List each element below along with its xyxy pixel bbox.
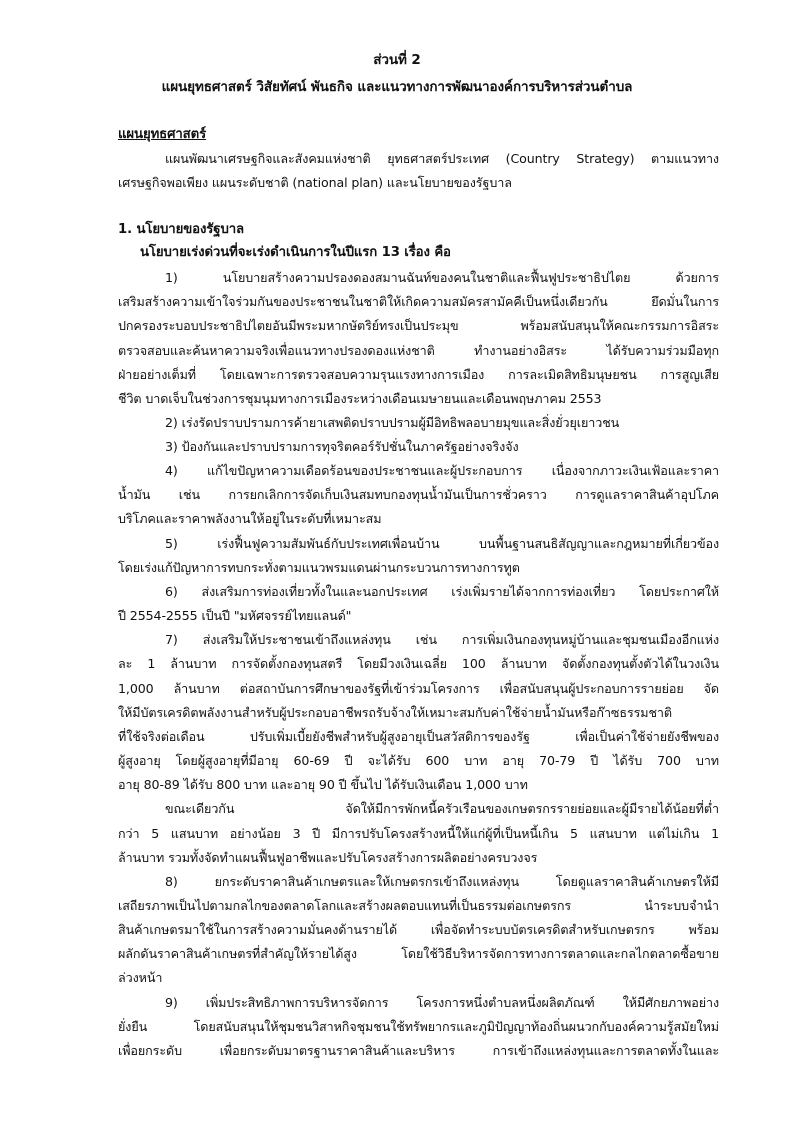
body-line: 5) เร่งฟื้นฟูความสัมพันธ์กับประเทศเพื่อนบ้าน บนพื้นฐานสนธิสัญญาและกฎหมายที่เกี่ยวข้อง	[165, 536, 719, 551]
body-line: 1) นโยบายสร้างความปรองดองสมานฉันท์ของคนในชาติและฟื้นฟูประชาธิปไตย ด้วยการ	[165, 270, 719, 285]
body-line: 4) แก้ไขปัญหาความเดือดร้อนของประชาชนและผู้ประกอบการ เนื่องจากภาวะเงินเฟ้อและราคา	[165, 463, 719, 478]
body-line: ขณะเดียวกัน จัดให้มีการพักหนี้ครัวเรือนของเกษตรกรรายย่อยและผู้มีรายได้น้อยที่ต่ำ	[165, 801, 719, 816]
body-line: ฝ่ายอย่างเต็มที่ โดยเฉพาะการตรวจสอบความรุนแรงทางการเมือง การละเมิดสิทธิมนุษยชน การสูญเสีย	[118, 367, 719, 382]
body-line: เสถียรภาพเป็นไปตามกลไกของตลาดโลกและสร้างผลตอบแทนที่เป็นธรรมต่อเกษตรกร นำระบบจำนำ	[118, 898, 719, 913]
body-line: 3) ป้องกันและปราบปรามการทุจริตคอร์รัปชั่นในภาครัฐอย่างจริงจัง	[165, 439, 519, 454]
body-line: เพื่อยกระดับ เพื่อยกระดับมาตรฐานราคาสินค้าและบริหาร การเข้าถึงแหล่งทุนและการตลาดทั้งในและ	[118, 1043, 719, 1058]
body-line: 1,000 ล้านบาท ต่อสถาบันการศึกษาของรัฐที่เข้าร่วมโครงการ เพื่อสนับสนุนผู้ประกอบการรายย่อย จัด	[118, 681, 719, 696]
body-line: ให้มีบัตรเครดิตพลังงานสำหรับผู้ประกอบอาชีพรถรับจ้างให้เหมาะสมกับค่าใช้จ่ายน้ำมันหรือก๊าซธรรมชาติ	[118, 705, 672, 720]
body-line: ละ 1 ล้านบาท การจัดตั้งกองทุนสตรี โดยมีวงเงินเฉลี่ย 100 ล้านบาท จัดตั้งกองทุนตั้งตัวได้ในวงเงิน	[118, 656, 719, 671]
body-line: 8) ยกระดับราคาสินค้าเกษตรและให้เกษตรกรเข้าถึงแหล่งทุน โดยดูแลราคาสินค้าเกษตรให้มี	[165, 874, 719, 889]
body-line: บริโภคและราคาพลังงานให้อยู่ในระดับที่เหมาะสม	[118, 511, 382, 526]
body-line: สินค้าเกษตรมาใช้ในการสร้างความมั่นคงด้านรายได้ เพื่อจัดทำระบบบัตรเครดิตสำหรับเกษตรกร พร้อม	[118, 922, 719, 937]
body-line: ชีวิต บาดเจ็บในช่วงการชุมนุมทางการเมืองระหว่างเดือนเมษายนและเดือนพฤษภาคม 2553	[118, 391, 602, 406]
body-line: โดยเร่งแก้ปัญหาการทบกระทั่งตามแนวพรมแดนผ่านกระบวนการทางการทูต	[118, 560, 520, 575]
strategy-heading: แผนยุทธศาสตร์	[118, 127, 207, 142]
body-line: 9) เพิ่มประสิทธิภาพการบริหารจัดการ โครงการหนึ่งตำบลหนึ่งผลิตภัณฑ์ ให้มีศักยภาพอย่าง	[165, 995, 719, 1010]
body-line: อายุ 80-89 ได้รับ 800 บาท และอายุ 90 ปี ขึ้นไป ได้รับเงินเดือน 1,000 บาท	[118, 777, 528, 792]
body-line: ผลักดันราคาสินค้าเกษตรที่สำคัญให้รายได้สูง โดยใช้วิธีบริหารจัดการทางการตลาดและกลไกตลาดซื้อขาย	[118, 946, 719, 961]
body-line: ผู้สูงอายุ โดยผู้สูงอายุที่มีอายุ 60-69 ปี จะได้รับ 600 บาท อายุ 70-79 ปี ได้รับ 700 บาท	[118, 753, 719, 768]
body-line: กว่า 5 แสนบาท อย่างน้อย 3 ปี มีการปรับโครงสร้างหนี้ให้แก่ผู้ที่เป็นหนี้เกิน 5 แสนบาท แต่ไม่เกิน 1	[118, 826, 719, 841]
body-line: ตรวจสอบและค้นหาความจริงเพื่อแนวทางปรองดองแห่งชาติ ทำงานอย่างอิสระ ได้รับความร่วมมือทุก	[118, 343, 719, 358]
body-line: 7) ส่งเสริมให้ประชาชนเข้าถึงแหล่งทุน เช่น การเพิ่มเงินกองทุนหมู่บ้านและชุมชนเมืองอีกแห่ง	[165, 632, 719, 647]
page-title: แผนยุทธศาสตร์ วิสัยทัศน์ พันธกิจ และแนวทางการพัฒนาองค์การบริหารส่วนตำบล	[161, 79, 633, 95]
body-line: ล้านบาท รวมทั้งจัดทำแผนฟื้นฟูอาชีพและปรับโครงสร้างการผลิตอย่างครบวงจร	[118, 850, 538, 865]
body-line: น้ำมัน เช่น การยกเลิกการจัดเก็บเงินสมทบกองทุนน้ำมันเป็นการชั่วคราว การดูแลราคาสินค้าอุปโภค	[118, 487, 719, 502]
strategy-line-1: แผนพัฒนาเศรษฐกิจและสังคมแห่งชาติ ยุทธศาสตร์ประเทศ (Country Strategy) ตามแนวทาง	[165, 151, 719, 166]
body-line: ปกครองระบอบประชาธิปไตยอันมีพระมหากษัตริย์ทรงเป็นประมุข พร้อมสนับสนุนให้คณะกรรมการอิสระ	[118, 318, 719, 333]
body-line: ยั่งยืน โดยสนับสนุนให้ชุมชนวิสาหกิจชุมชนใช้ทรัพยากรและภูมิปัญญาท้องถิ่นผนวกกับองค์ความรู้สมัยใหม่	[118, 1019, 719, 1034]
strategy-line-2: เศรษฐกิจพอเพียง แผนระดับชาติ (national plan) และนโยบายของรัฐบาล	[118, 175, 512, 190]
section-subheading: นโยบายเร่งด่วนที่จะเร่งดำเนินการในปีแรก 13 เรื่อง คือ	[140, 245, 451, 260]
body-line: 2) เร่งรัดปราบปรามการค้ายาเสพติดปราบปรามผู้มีอิทธิพลอบายมุขและสิ่งยั่วยุเยาวชน	[165, 415, 620, 430]
body-line: ที่ใช้จริงต่อเดือน ปรับเพิ่มเบี้ยยังชีพสำหรับผู้สูงอายุเป็นสวัสดิการของรัฐ เพื่อเป็นค่าใช้จ่ายยังชีพของ	[118, 729, 719, 744]
body-line: ปี 2554-2555 เป็นปี "มหัศจรรย์ไทยแลนด์"	[118, 608, 352, 623]
body-line: ล่วงหน้า	[118, 970, 163, 985]
part-number: ส่วนที่ 2	[373, 52, 421, 68]
body-line: เสริมสร้างความเข้าใจร่วมกันของประชาชนในชาติให้เกิดความสมัครสามัคคีเป็นหนึ่งเดียวกัน ยึดมั่นในการ	[118, 294, 719, 309]
body-line: 6) ส่งเสริมการท่องเที่ยวทั้งในและนอกประเทศ เร่งเพิ่มรายได้จากการท่องเที่ยว โดยประกาศให้	[165, 584, 719, 599]
section-heading: 1. นโยบายของรัฐบาล	[118, 222, 244, 237]
